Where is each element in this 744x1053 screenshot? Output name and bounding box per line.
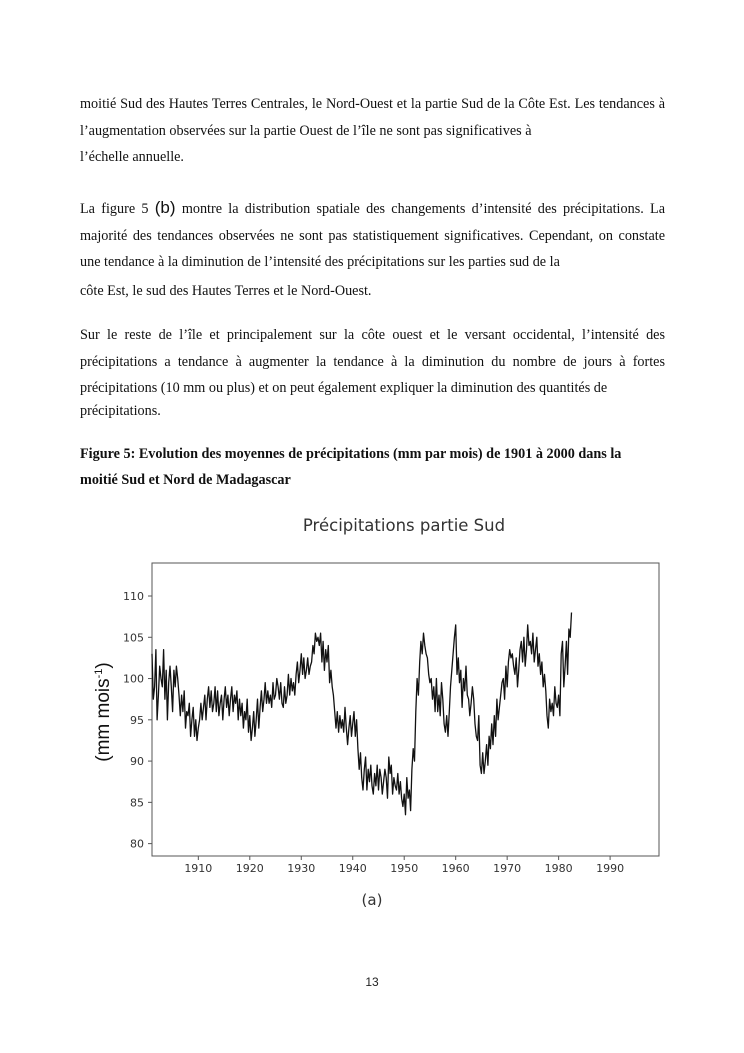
paragraph-2-line: majorité des tendances observées ne sont pas statistiquement significatives. Cependant, on: [80, 227, 613, 244]
paragraph-2-last-line: côte Est, le sud des Hautes Terres et le Nord-Ouest.: [80, 283, 372, 299]
paragraph-2-start: La figure 5: [80, 201, 155, 217]
x-axis-ticks: [184, 856, 624, 875]
paragraph-3-line: Sur le reste de l’île et principalement sur la côte ouest et le versant occidental, l’intensité des: [80, 327, 665, 343]
figure-caption-line-2: moitié Sud et Nord de Madagascar: [80, 472, 291, 488]
paragraph-3-line: précipitations (10 mm ou plus) et on peut également expliquer la diminution des quantités de: [80, 380, 608, 396]
x-tick-label: 1960: [441, 862, 470, 875]
paragraph-3-line: précipitations a tendance à augmenter la tendance à la diminution du nombre de jours à fortes: [80, 353, 665, 370]
y-tick-label: 85: [130, 796, 144, 810]
figure-reference-b: (b): [154, 198, 176, 217]
chart-title: Précipitations partie Sud: [302, 516, 506, 535]
paragraph-1-line: moitié Sud des Hautes Terres Centrales, le Nord-Ouest et la partie Sud de la Côte Est. Les: [80, 96, 596, 112]
y-tick-label: 110: [123, 590, 144, 604]
x-tick-label: 1920: [235, 862, 264, 875]
x-tick-label: 1970: [493, 862, 522, 875]
page-number: 13: [365, 975, 379, 989]
x-tick-label: 1980: [544, 862, 573, 875]
x-tick-label: 1990: [596, 862, 625, 875]
y-tick-label: 95: [130, 713, 144, 727]
y-tick-label: 80: [130, 837, 144, 851]
figure-caption-line-1: Figure 5: Evolution des moyennes de précipitations (mm par mois) de 1901 à 2000 dans la: [80, 446, 622, 462]
y-axis-label-sup: -1: [92, 668, 105, 679]
paragraph-1-last-line: l’échelle annuelle.: [80, 149, 184, 165]
x-tick-label: 1950: [390, 862, 419, 875]
x-tick-label: 1910: [184, 862, 213, 875]
paragraph-2-line: constate une tendance à la diminution de l’intensité des précipitations sur les parties sud de la: [80, 227, 665, 270]
y-tick-label: 90: [130, 755, 144, 769]
series-line-sud: [152, 613, 572, 815]
x-tick-label: 1930: [287, 862, 316, 875]
y-axis-label: [93, 662, 115, 762]
y-axis-label-end: ): [93, 662, 115, 669]
panel-label: (a): [361, 891, 383, 909]
y-tick-label: 100: [123, 672, 144, 686]
paragraph-3-last-line: précipitations.: [80, 403, 161, 419]
paragraph-2-line1-rest: montre la distribution spatiale des changements d’intensité des précipitations. La: [175, 201, 665, 217]
x-tick-label: 1940: [338, 862, 367, 875]
y-axis-ticks: [123, 590, 152, 851]
y-axis-label-main: (mm mois: [93, 678, 115, 762]
y-tick-label: 105: [123, 631, 144, 645]
paragraph-1-line: tendances à l’augmentation observées sur la partie Ouest de l’île ne sont pas significatives à: [80, 96, 666, 139]
